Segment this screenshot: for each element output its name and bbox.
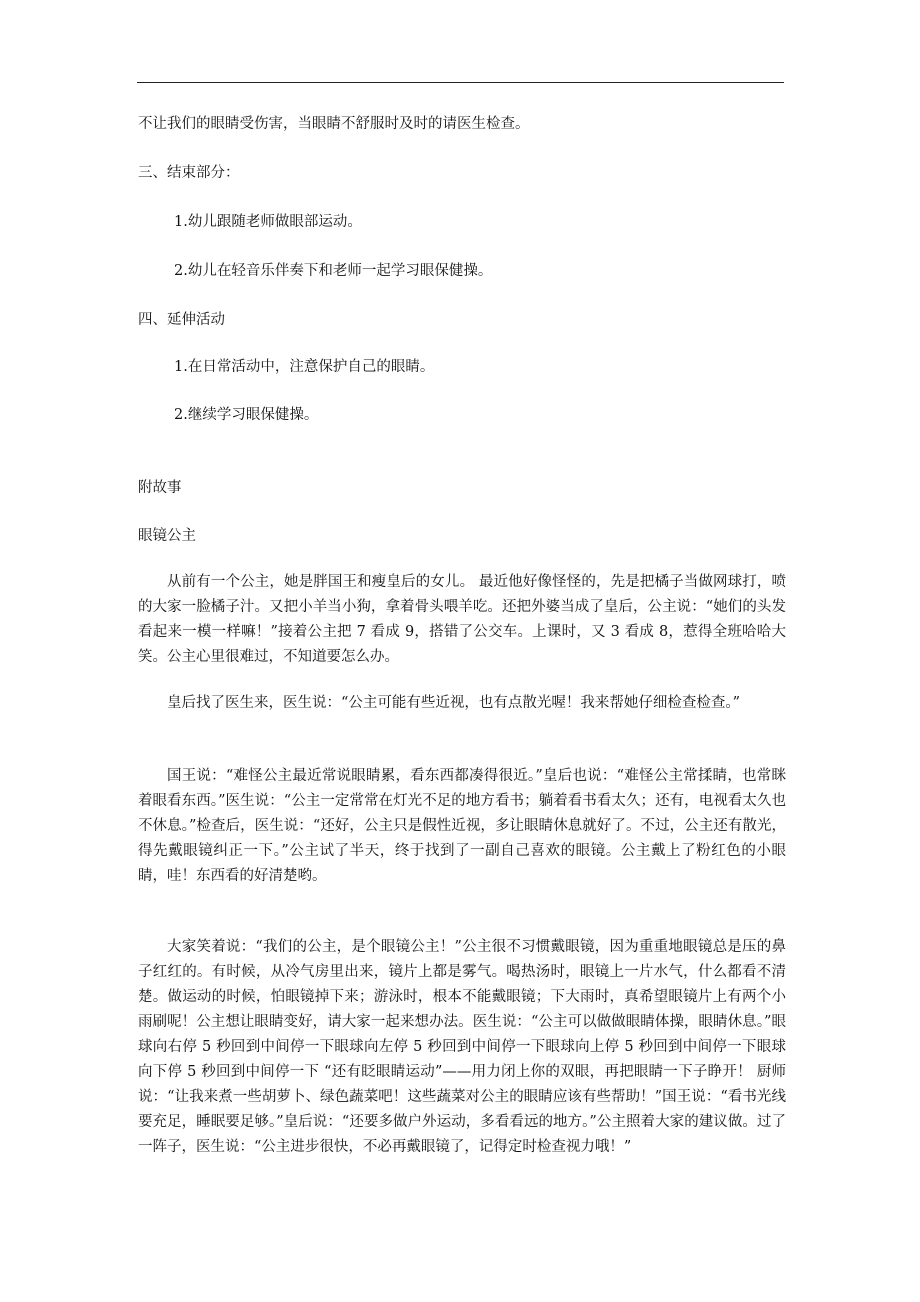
list-item-2: 2.幼儿在轻音乐伴奏下和老师一起学习眼保健操。 [174, 263, 493, 279]
story-paragraph-4: 大家笑着说：“我们的公主，是个眼镜公主！”公主很不习惯戴眼镜，因为重重地眼镜总是压的鼻子红红的。有时候，从冷气房里出来，镜片上都是雾气。喝热汤时，眼镜上一片水气，什么都看不清楚。做运动的时候，怕眼镜掉下来；游泳时，根本不能戴眼镜；下大雨时，真希望眼镜片上有两个小雨刷呢！公主想让眼睛变好，请大家一起来想办法。医生说：“公主可以做做眼睛体操，眼睛休息。”眼球向右停 5 秒回到中间停一下眼球向左停 5 秒回到中间停一下眼球向上停 5 秒回到中间停一下眼球向下停 5 秒回到中间停一下 “还有眨眼睛运动”——用力闭上你的双眼，再把眼睛一下子睁开！ 厨师说：“让我来煮一些胡萝卜、绿色蔬菜吧！这些蔬菜对公主的眼睛应该有些帮助！”国王说：“看书光线要充足，睡眠要足够。”皇后说：“还要多做户外运动，多看看远的地方。”公主照着大家的建议做。过了一阵子，医生说：“公主进步很快，不必再戴眼镜了，记得定时检查视力哦！” [138, 939, 786, 1155]
list-item-3: 1.在日常活动中，注意保护自己的眼睛。 [174, 359, 435, 375]
story-title: 眼镜公主 [138, 528, 196, 544]
story-paragraph-3: 国王说：“难怪公主最近常说眼睛累，看东西都凑得很近。”皇后也说：“难怪公主常揉睛，也常眯着眼看东西。”医生说：“公主一定常常在灯光不足的地方看书；躺着看书看太久；还有，电视看太久也不休息。”检查后，医生说：“还好，公主只是假性近视，多让眼睛休息就好了。不过，公主还有散光，得先戴眼镜纠正一下。”公主试了半天，终于找到了一副自己喜欢的眼镜。公主戴上了粉红色的小眼睛，哇！东西看的好清楚哟。 [138, 768, 786, 884]
appendix-label: 附故事 [138, 480, 182, 496]
list-item-1: 1.幼儿跟随老师做眼部运动。 [174, 214, 362, 230]
story-paragraph-2: 皇后找了医生来，医生说：“公主可能有些近视，也有点散光喔！我来帮她仔细检查检查。” [167, 695, 741, 711]
story-paragraph-1: 从前有一个公主，她是胖国王和瘦皇后的女儿。 最近他好像怪怪的，先是把橘子当做网球打，喷的大家一脸橘子汁。又把小羊当小狗，拿着骨头喂羊吃。还把外婆当成了皇后，公主说：“她们的头发看起来一模一样嘛！”接着公主把 7 看成 9，搭错了公交车。上课时，又 3 看成 8，惹得全班哈哈大笑。公主心里很难过，不知道要怎么办。 [138, 574, 786, 665]
list-item-4: 2.继续学习眼保健操。 [174, 407, 319, 423]
section-heading-extension: 四、延伸活动 [138, 312, 225, 328]
section-heading-conclusion: 三、结束部分： [138, 165, 240, 181]
header-rule [137, 82, 784, 83]
text-line-1: 不让我们的眼睛受伤害，当眼睛不舒服时及时的请医生检查。 [138, 116, 530, 132]
